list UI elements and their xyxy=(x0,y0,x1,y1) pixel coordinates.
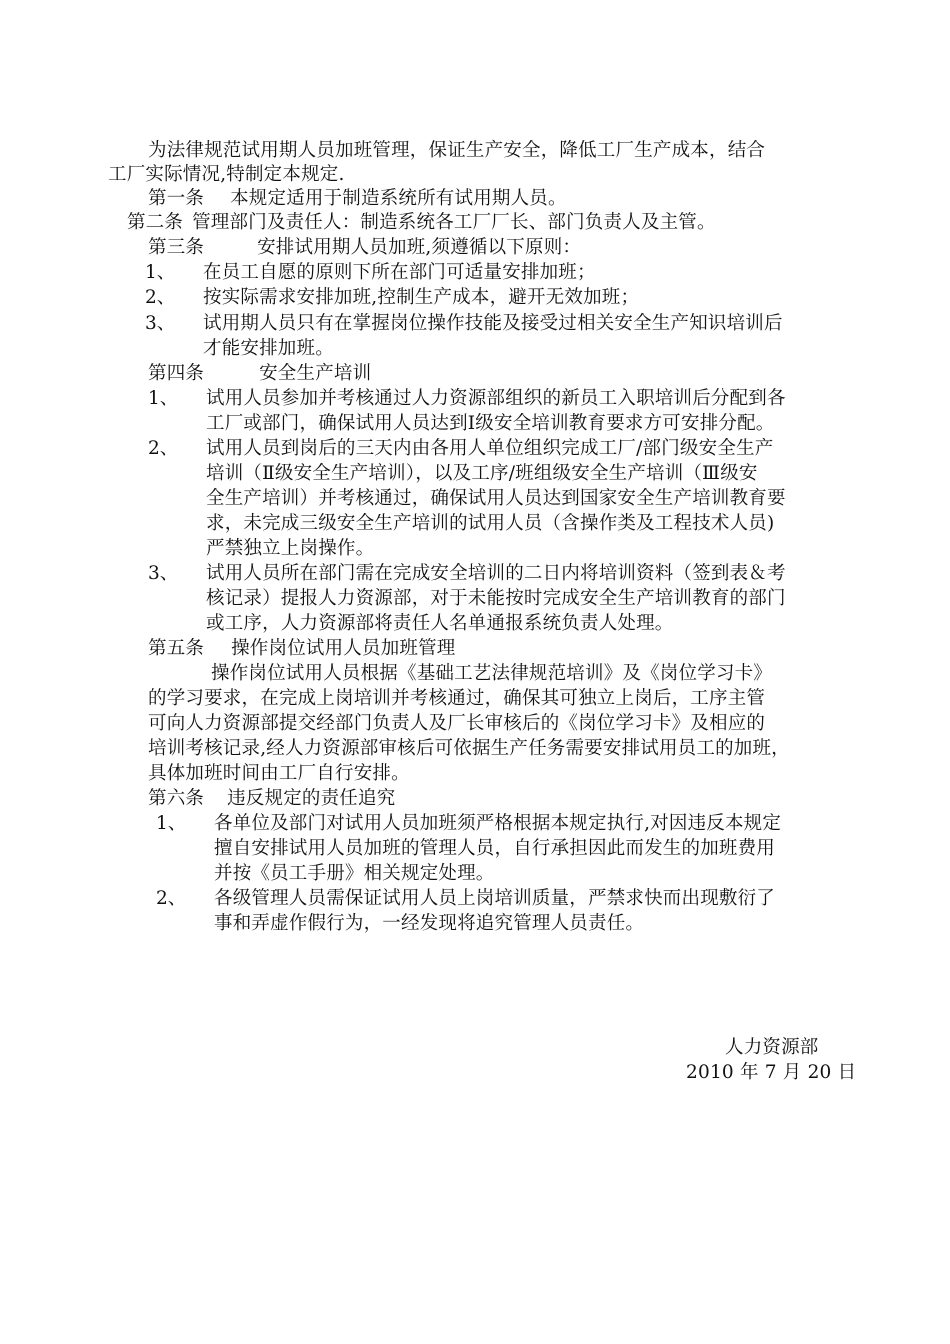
signature-date: 2010 年 7 月 20 日 xyxy=(686,1062,857,1083)
article-6-label: 第六条 xyxy=(148,788,205,809)
article-4-item-3-line-1: 试用人员所在部门需在完成安全培训的二日内将培训资料（签到表＆考 xyxy=(206,563,786,584)
article-6-item-1-line-1: 各单位及部门对试用人员加班须严格根据本规定执行,对因违反本规定 xyxy=(214,813,782,834)
article-5-para-line-1: 操作岗位试用人员根据《基础工艺法律规范培训》及《岗位学习卡》 xyxy=(211,663,773,684)
article-4-text: 安全生产培训 xyxy=(259,363,372,384)
intro-line-1: 为法律规范试用期人员加班管理，保证生产安全，降低工厂生产成本，结合 xyxy=(148,140,766,161)
article-6-item-2-line-2: 事和弄虚作假行为，一经发现将追究管理人员责任。 xyxy=(214,913,645,934)
article-3-item-2-line-1: 按实际需求安排加班,控制生产成本，避开无效加班； xyxy=(203,287,640,308)
article-4-item-1-number: 1、 xyxy=(148,388,179,409)
article-4-item-2-line-5: 严禁独立上岗操作。 xyxy=(206,538,375,559)
article-2 xyxy=(127,211,716,235)
article-4-item-2-number: 2、 xyxy=(148,438,179,459)
article-4-item-3-line-2: 核记录）提报人力资源部，对于未能按时完成安全生产培训教育的部门 xyxy=(206,588,786,609)
article-1-text: 本规定适用于制造系统所有试用期人员。 xyxy=(230,188,567,209)
article-2-text: 管理部门及责任人：制造系统各工厂厂长、部门负责人及主管。 xyxy=(192,212,716,233)
article-5-para-line-3: 可向人力资源部提交经部门负责人及厂长审核后的《岗位学习卡》及相应的 xyxy=(148,713,766,734)
article-1-label: 第一条 xyxy=(148,188,205,209)
article-4-item-3-line-3: 或工序，人力资源部将责任人名单通报系统负责人处理。 xyxy=(206,613,674,634)
intro-line-2: 工厂实际情况,特制定本规定. xyxy=(108,164,345,185)
article-6-item-2-line-1: 各级管理人员需保证试用人员上岗培训质量，严禁求快而出现敷衍了 xyxy=(214,888,776,909)
article-4-item-2-line-2: 培训（Ⅱ级安全生产培训），以及工序/班组级安全生产培训（Ⅲ级安 xyxy=(206,463,758,484)
article-3-item-3-line-2: 才能安排加班。 xyxy=(203,338,334,359)
article-5-para-line-2: 的学习要求，在完成上岗培训并考核通过，确保其可独立上岗后，工序主管 xyxy=(148,688,766,709)
article-6-item-1-number: 1、 xyxy=(156,813,187,834)
article-3-item-3-line-1: 试用期人员只有在掌握岗位操作技能及接受过相关安全生产知识培训后 xyxy=(203,313,783,334)
article-4-item-2-line-1: 试用人员到岗后的三天内由各用人单位组织完成工厂/部门级安全生产 xyxy=(206,438,774,459)
article-4-item-2-line-4: 求，未完成三级安全生产培训的试用人员（含操作类及工程技术人员) xyxy=(206,513,775,534)
article-2-label: 第二条 xyxy=(127,212,184,233)
article-6 xyxy=(148,787,395,811)
article-5-para-line-5: 具体加班时间由工厂自行安排。 xyxy=(148,763,410,784)
article-3-text: 安排试用期人员加班,须遵循以下原则： xyxy=(257,237,582,258)
article-6-item-1-line-2: 擅自安排试用人员加班的管理人员，自行承担因此而发生的加班费用 xyxy=(214,838,776,859)
article-4-item-3-number: 3、 xyxy=(148,563,179,584)
article-3-item-1-number: 1、 xyxy=(145,262,176,283)
article-5-label: 第五条 xyxy=(148,638,205,659)
article-4-item-2-line-3: 全生产培训）并考核通过，确保试用人员达到国家安全生产培训教育要 xyxy=(206,488,786,509)
article-5 xyxy=(148,637,456,661)
article-4 xyxy=(148,362,371,386)
article-3-item-1-line-1: 在员工自愿的原则下所在部门可适量安排加班； xyxy=(203,262,596,283)
article-3-item-3-number: 3、 xyxy=(145,313,176,334)
article-5-text: 操作岗位试用人员加班管理 xyxy=(231,638,456,659)
article-4-item-1-line-2: 工厂或部门，确保试用人员达到Ⅰ级安全培训教育要求方可安排分配。 xyxy=(206,413,775,434)
article-4-label: 第四条 xyxy=(148,363,205,384)
article-3 xyxy=(148,236,581,260)
article-6-item-1-line-3: 并按《员工手册》相关规定处理。 xyxy=(214,863,495,884)
article-3-item-2-number: 2、 xyxy=(145,287,176,308)
article-3-label: 第三条 xyxy=(148,237,205,258)
article-4-item-1-line-1: 试用人员参加并考核通过人力资源部组织的新员工入职培训后分配到各 xyxy=(206,388,786,409)
article-5-para-line-4: 培训考核记录,经人力资源部审核后可依据生产任务需要安排试用员工的加班， xyxy=(148,738,790,759)
article-6-text: 违反规定的责任追究 xyxy=(227,788,396,809)
signature-department: 人力资源部 xyxy=(725,1037,819,1058)
article-6-item-2-number: 2、 xyxy=(156,888,187,909)
article-1 xyxy=(148,187,567,211)
